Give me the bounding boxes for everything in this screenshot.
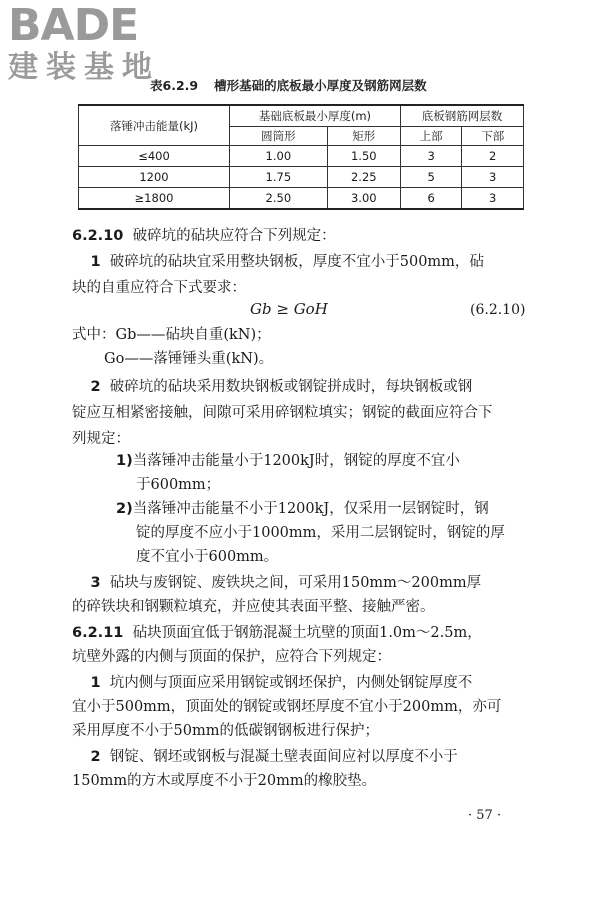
item-number: 1 [90,254,101,270]
clause-6-2-11-line-2: 坑壁外露的内侧与顶面的保护，应符合下列规定： [72,649,391,665]
clause-6-2-11-heading [72,620,524,646]
table-caption [150,76,427,94]
item-1-line-1 [72,670,524,696]
cell-lower: 3 [462,167,524,188]
clause-number: 6.2.10 [72,228,124,244]
subitem-2-line-3: 度不宜小于600mm。 [136,549,279,565]
logo-brand-text: BADE [8,0,139,51]
subitem-1-line-2: 于600mm； [136,477,221,493]
item-3-line-1 [72,570,524,596]
header-thickness: 基础底板最小厚度(m) [230,105,401,127]
clause-title: 破碎坑的砧块应符合下列规定： [132,228,336,244]
table-caption-number: 表6.2.9 [150,78,199,93]
cell-upper: 6 [400,188,462,210]
formula-number: (6.2.10) [470,302,526,318]
header-energy: 落锤冲击能量(kJ) [79,105,230,146]
cell-rect: 1.50 [327,146,400,167]
cell-energy: ≥1800 [79,188,230,210]
item-1-line-2: 块的自重应符合下式要求： [72,280,246,296]
subitem-number: 2) [116,501,133,517]
clause-number: 6.2.11 [72,625,124,641]
subitem-2-line-2: 锭的厚度不应小于1000mm，采用二层钢锭时，钢锭的厚 [136,525,505,541]
formula: Gb ≥ GoH [250,300,328,318]
table-row [79,146,524,167]
item-number: 2 [90,379,101,395]
subitem-number: 1) [116,453,133,469]
item-1-line-3: 采用厚度不小于50mm的低碳钢钢板进行保护； [72,723,379,739]
header-upper: 上部 [400,127,462,146]
table-row [79,188,524,210]
header-mesh: 底板钢筋网层数 [400,105,523,127]
item-text: 钢锭、钢坯或钢板与混凝土壁表面间应衬以厚度不小于 [109,749,458,765]
subitem-2-line-1 [116,496,524,522]
item-text: 砧块与废钢锭、废铁块之间，可采用150mm～200mm厚 [109,575,482,591]
cell-rect: 2.25 [327,167,400,188]
header-lower: 下部 [462,127,524,146]
cell-cyl: 1.75 [230,167,328,188]
item-1-line-2: 宜小于500mm，顶面处的钢锭或钢坯厚度不宜小于200mm，亦可 [72,699,502,715]
cell-upper: 5 [400,167,462,188]
item-number: 3 [90,575,101,591]
item-2-line-3: 列规定： [72,431,130,447]
cell-energy: 1200 [79,167,230,188]
item-2-line-1 [72,374,524,400]
subitem-text: 当落锤冲击能量不小于1200kJ，仅采用一层钢锭时，钢 [132,501,489,517]
item-2-line-1 [72,744,524,770]
header-cylinder: 圆筒形 [230,127,328,146]
where-line-2: Go——落锤锤头重(kN)。 [104,351,274,367]
item-text: 破碎坑的砧块采用数块钢板或钢锭拼成时，每块钢板或钢 [109,379,473,395]
logo-cn-text: 建装基地 [8,50,160,85]
item-3-line-2: 的碎铁块和钢颗粒填充，并应使其表面平整、接触严密。 [72,599,435,615]
item-number: 1 [90,675,101,691]
clause-6-2-10-heading [72,223,524,249]
item-2-line-2: 150mm的方木或厚度不小于20mm的橡胶垫。 [72,773,377,789]
table-caption-title: 槽形基础的底板最小厚度及钢筋网层数 [214,78,427,93]
cell-lower: 2 [462,146,524,167]
item-text: 坑内侧与顶面应采用钢锭或钢坯保护，内侧处钢锭厚度不 [109,675,473,691]
item-2-line-2: 锭应互相紧密接触，间隙可采用碎钢粒填实；钢锭的截面应符合下 [72,405,493,421]
cell-energy: ≤400 [79,146,230,167]
cell-cyl: 1.00 [230,146,328,167]
where-line-1: 式中：Gb——砧块自重(kN)； [72,327,271,343]
cell-rect: 3.00 [327,188,400,210]
cell-upper: 3 [400,146,462,167]
page-number: · 57 · [468,808,502,823]
cell-cyl: 2.50 [230,188,328,210]
subitem-text: 当落锤冲击能量小于1200kJ时，钢锭的厚度不宜小 [132,453,460,469]
item-text: 破碎坑的砧块宜采用整块钢板，厚度不宜小于500mm，砧 [109,254,484,270]
item-1-line-1 [72,249,524,275]
table-row [79,167,524,188]
item-number: 2 [90,749,101,765]
foundation-table [78,104,524,210]
clause-title: 砧块顶面宜低于钢筋混凝土坑壁的顶面1.0m～2.5m， [132,625,482,641]
header-rectangle: 矩形 [327,127,400,146]
cell-lower: 3 [462,188,524,210]
subitem-1-line-1 [116,448,524,474]
